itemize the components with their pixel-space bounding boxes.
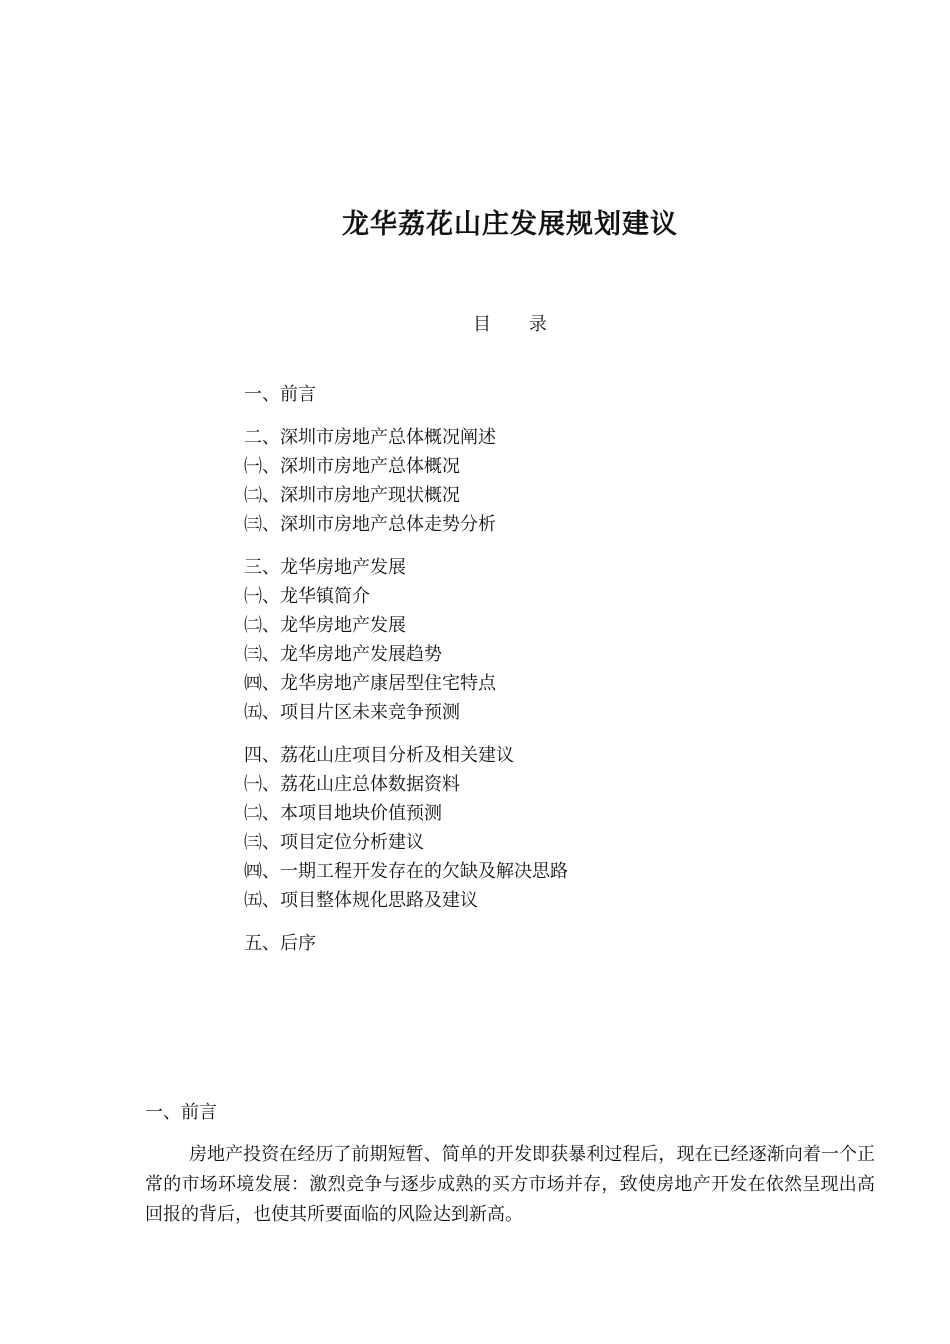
toc-group-3 <box>244 553 804 727</box>
toc-item[interactable]: 四、荔花山庄项目分析及相关建议 <box>244 745 514 766</box>
toc-item[interactable]: ㈤、项目片区未来竞争预测 <box>244 702 460 723</box>
toc-item[interactable]: 二、深圳市房地产总体概况阐述 <box>244 427 496 448</box>
toc-item[interactable]: ㈣、一期工程开发存在的欠缺及解决思路 <box>244 861 568 882</box>
toc-item[interactable]: ㈠、荔花山庄总体数据资料 <box>244 774 460 795</box>
document-title: 龙华荔花山庄发展规划建议 <box>342 209 678 240</box>
toc-item[interactable]: ㈣、龙华房地产康居型住宅特点 <box>244 673 496 694</box>
toc-item[interactable]: ㈡、本项目地块价值预测 <box>244 803 442 824</box>
toc-group-2 <box>244 423 804 539</box>
toc-item[interactable]: ㈠、龙华镇简介 <box>244 586 370 607</box>
section-heading: 一、前言 <box>145 1102 217 1123</box>
toc-item[interactable]: 一、前言 <box>244 384 316 405</box>
toc-heading-char-1: 目 <box>473 314 491 335</box>
toc-item[interactable]: ㈢、深圳市房地产总体走势分析 <box>244 514 496 535</box>
toc-heading <box>473 310 547 336</box>
toc-item[interactable]: ㈡、龙华房地产发展 <box>244 615 406 636</box>
toc-group-1 <box>244 380 804 409</box>
toc-item[interactable]: 五、后序 <box>244 933 316 954</box>
toc-item[interactable]: ㈢、项目定位分析建议 <box>244 832 424 853</box>
toc-item[interactable]: ㈤、项目整体规化思路及建议 <box>244 890 478 911</box>
toc-heading-char-2: 录 <box>529 314 547 335</box>
table-of-contents <box>244 380 804 972</box>
toc-item[interactable]: ㈢、龙华房地产发展趋势 <box>244 644 442 665</box>
toc-item[interactable]: ㈠、深圳市房地产总体概况 <box>244 456 460 477</box>
toc-group-4 <box>244 741 804 915</box>
toc-group-5 <box>244 929 804 958</box>
body-paragraph: 房地产投资在经历了前期短暂、简单的开发即获暴利过程后，现在已经逐渐向着一个正常的市场环境发展：激烈竞争与逐步成熟的买方市场并存，致使房地产开发在依然呈现出高回报的背后，也使其所要面临的风险达到新高。 <box>145 1144 875 1225</box>
toc-item[interactable]: ㈡、深圳市房地产现状概况 <box>244 485 460 506</box>
toc-item[interactable]: 三、龙华房地产发展 <box>244 557 406 578</box>
